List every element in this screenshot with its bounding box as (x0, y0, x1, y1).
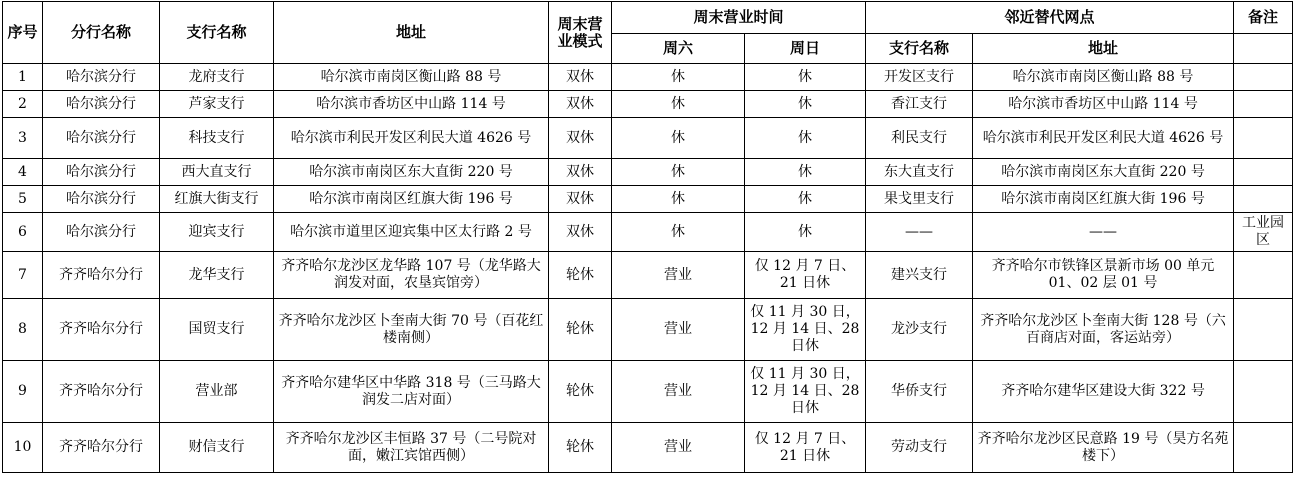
cell-subbranch: 营业部 (160, 361, 274, 423)
cell-remark (1234, 118, 1293, 159)
header-nearby-address: 地址 (973, 34, 1234, 64)
cell-alt-address: 哈尔滨市香坊区中山路 114 号 (973, 91, 1234, 118)
cell-index: 7 (3, 252, 43, 299)
cell-index: 10 (3, 423, 43, 473)
cell-mode: 轮休 (549, 423, 612, 473)
cell-branch: 齐齐哈尔分行 (43, 299, 160, 361)
cell-alt-address: 哈尔滨市南岗区红旗大街 196 号 (973, 186, 1234, 213)
cell-alt-address: 哈尔滨市南岗区东大直街 220 号 (973, 159, 1234, 186)
cell-saturday: 休 (612, 159, 745, 186)
table-row (3, 91, 1293, 118)
cell-remark (1234, 299, 1293, 361)
cell-branch: 齐齐哈尔分行 (43, 252, 160, 299)
cell-subbranch: 国贸支行 (160, 299, 274, 361)
cell-remark (1234, 91, 1293, 118)
table-row (3, 64, 1293, 91)
cell-subbranch: 西大直支行 (160, 159, 274, 186)
cell-index: 6 (3, 213, 43, 252)
header-index: 序号 (3, 2, 43, 64)
cell-subbranch: 迎宾支行 (160, 213, 274, 252)
cell-mode: 双休 (549, 91, 612, 118)
cell-sunday: 仅 11 月 30 日，12 月 14 日、28 日休 (745, 361, 866, 423)
cell-mode: 双休 (549, 118, 612, 159)
cell-sunday: 休 (745, 64, 866, 91)
cell-branch: 哈尔滨分行 (43, 118, 160, 159)
cell-alt-address: 哈尔滨市利民开发区利民大道 4626 号 (973, 118, 1234, 159)
cell-index: 4 (3, 159, 43, 186)
cell-branch: 齐齐哈尔分行 (43, 361, 160, 423)
cell-alt-name: —— (866, 213, 973, 252)
cell-index: 5 (3, 186, 43, 213)
cell-alt-name: 劳动支行 (866, 423, 973, 473)
cell-alt-name: 建兴支行 (866, 252, 973, 299)
cell-saturday: 休 (612, 118, 745, 159)
table-row (3, 118, 1293, 159)
cell-sunday: 休 (745, 186, 866, 213)
cell-branch: 齐齐哈尔分行 (43, 423, 160, 473)
cell-address: 齐齐哈尔龙沙区丰恒路 37 号（二号院对面，嫩江宾馆西侧） (274, 423, 549, 473)
cell-address: 哈尔滨市利民开发区利民大道 4626 号 (274, 118, 549, 159)
header-branch: 分行名称 (43, 2, 160, 64)
cell-mode: 轮休 (549, 252, 612, 299)
cell-subbranch: 红旗大街支行 (160, 186, 274, 213)
cell-mode: 轮休 (549, 361, 612, 423)
cell-subbranch: 龙华支行 (160, 252, 274, 299)
cell-index: 2 (3, 91, 43, 118)
cell-sunday: 休 (745, 118, 866, 159)
cell-remark (1234, 423, 1293, 473)
cell-mode: 双休 (549, 64, 612, 91)
table-row (3, 361, 1293, 423)
cell-address: 哈尔滨市香坊区中山路 114 号 (274, 91, 549, 118)
cell-subbranch: 龙府支行 (160, 64, 274, 91)
table-row (3, 159, 1293, 186)
cell-index: 9 (3, 361, 43, 423)
cell-branch: 哈尔滨分行 (43, 213, 160, 252)
header-sunday: 周日 (745, 34, 866, 64)
cell-remark (1234, 252, 1293, 299)
cell-address: 齐齐哈尔龙沙区卜奎南大街 70 号（百花红楼南侧） (274, 299, 549, 361)
cell-subbranch: 财信支行 (160, 423, 274, 473)
cell-index: 8 (3, 299, 43, 361)
cell-alt-name: 果戈里支行 (866, 186, 973, 213)
header-subbranch: 支行名称 (160, 2, 274, 64)
cell-alt-name: 华侨支行 (866, 361, 973, 423)
cell-saturday: 营业 (612, 361, 745, 423)
cell-mode: 轮休 (549, 299, 612, 361)
cell-address: 哈尔滨市南岗区东大直街 220 号 (274, 159, 549, 186)
cell-subbranch: 科技支行 (160, 118, 274, 159)
cell-index: 1 (3, 64, 43, 91)
cell-alt-name: 东大直支行 (866, 159, 973, 186)
cell-alt-address: 齐齐哈尔龙沙区卜奎南大街 128 号（六百商店对面，客运站旁） (973, 299, 1234, 361)
table-row (3, 252, 1293, 299)
cell-alt-name: 香江支行 (866, 91, 973, 118)
cell-alt-address: 哈尔滨市南岗区衡山路 88 号 (973, 64, 1234, 91)
cell-saturday: 营业 (612, 252, 745, 299)
cell-alt-address: —— (973, 213, 1234, 252)
cell-sunday: 休 (745, 213, 866, 252)
table-row (3, 423, 1293, 473)
cell-mode: 双休 (549, 186, 612, 213)
cell-mode: 双休 (549, 159, 612, 186)
table-row (3, 186, 1293, 213)
cell-address: 齐齐哈尔龙沙区龙华路 107 号（龙华路大润发对面，农垦宾馆旁） (274, 252, 549, 299)
header-nearby-subbranch: 支行名称 (866, 34, 973, 64)
header-row-1 (3, 2, 1293, 34)
header-nearby: 邻近替代网点 (866, 2, 1234, 34)
cell-sunday: 休 (745, 91, 866, 118)
cell-alt-name: 龙沙支行 (866, 299, 973, 361)
cell-sunday: 仅 12 月 7 日、21 日休 (745, 252, 866, 299)
header-weekend-mode: 周末营业模式 (549, 2, 612, 64)
table-row (3, 213, 1293, 252)
branch-schedule-table (2, 1, 1293, 473)
cell-alt-address: 齐齐哈尔市铁锋区景新市场 00 单元 01、02 层 01 号 (973, 252, 1234, 299)
header-weekend-hours: 周末营业时间 (612, 2, 866, 34)
cell-saturday: 休 (612, 64, 745, 91)
cell-saturday: 休 (612, 186, 745, 213)
cell-address: 齐齐哈尔建华区中华路 318 号（三马路大润发二店对面） (274, 361, 549, 423)
cell-remark (1234, 64, 1293, 91)
header-remarks-blank (1234, 34, 1293, 64)
cell-saturday: 营业 (612, 299, 745, 361)
cell-alt-address: 齐齐哈尔龙沙区民意路 19 号（昊方名苑楼下） (973, 423, 1234, 473)
cell-branch: 哈尔滨分行 (43, 64, 160, 91)
table-row (3, 299, 1293, 361)
cell-remark: 工业园区 (1234, 213, 1293, 252)
cell-mode: 双休 (549, 213, 612, 252)
cell-address: 哈尔滨市南岗区衡山路 88 号 (274, 64, 549, 91)
cell-address: 哈尔滨市道里区迎宾集中区太行路 2 号 (274, 213, 549, 252)
cell-remark (1234, 186, 1293, 213)
cell-saturday: 营业 (612, 423, 745, 473)
cell-alt-address: 齐齐哈尔建华区建设大街 322 号 (973, 361, 1234, 423)
cell-alt-name: 利民支行 (866, 118, 973, 159)
cell-index: 3 (3, 118, 43, 159)
cell-sunday: 休 (745, 159, 866, 186)
cell-remark (1234, 361, 1293, 423)
header-remarks: 备注 (1234, 2, 1293, 34)
cell-sunday: 仅 12 月 7 日、21 日休 (745, 423, 866, 473)
cell-branch: 哈尔滨分行 (43, 91, 160, 118)
cell-subbranch: 芦家支行 (160, 91, 274, 118)
cell-remark (1234, 159, 1293, 186)
cell-branch: 哈尔滨分行 (43, 159, 160, 186)
cell-sunday: 仅 11 月 30 日，12 月 14 日、28 日休 (745, 299, 866, 361)
cell-saturday: 休 (612, 91, 745, 118)
header-saturday: 周六 (612, 34, 745, 64)
cell-saturday: 休 (612, 213, 745, 252)
header-address: 地址 (274, 2, 549, 64)
cell-branch: 哈尔滨分行 (43, 186, 160, 213)
cell-address: 哈尔滨市南岗区红旗大街 196 号 (274, 186, 549, 213)
cell-alt-name: 开发区支行 (866, 64, 973, 91)
